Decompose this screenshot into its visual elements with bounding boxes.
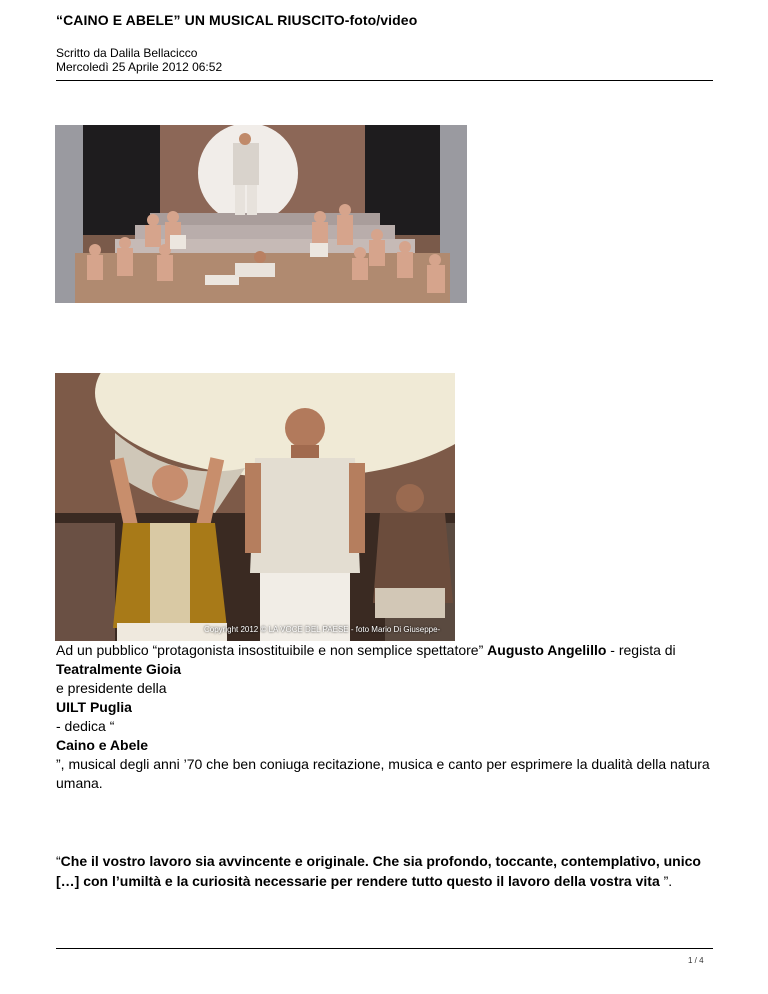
article-meta xyxy=(56,46,222,74)
organization-name: UILT Puglia xyxy=(56,699,132,715)
body-text-5: ”, musical degli anni ’70 che ben coniuga recitazione, musica e canto per esprimere la dualità della natura umana. xyxy=(56,756,710,791)
header-divider xyxy=(56,80,713,81)
author-line: Scritto da Dalila Bellacicco xyxy=(56,46,198,60)
quote-close-mark: ”. xyxy=(659,873,673,889)
article-body xyxy=(56,641,716,793)
actors-closeup-photo xyxy=(55,373,455,641)
body-text-1: Ad un pubblico “protagonista insostituibile e non semplice spettatore” xyxy=(56,642,488,658)
quote-block xyxy=(56,851,721,891)
quote-text: Che il vostro lavoro sia avvincente e originale. Che sia profondo, toccante, contemplativo, unico […] con l’umiltà e la curiosità necessarie per rendere tutto questo il lavoro della vostra vita xyxy=(56,853,701,889)
quote-open-mark: “ xyxy=(56,853,61,869)
body-text-3: e presidente della xyxy=(56,680,167,696)
stage-cast-photo xyxy=(55,125,467,303)
footer-divider xyxy=(56,948,713,949)
show-title: Caino e Abele xyxy=(56,737,149,753)
company-name: Teatralmente Gioia xyxy=(56,661,182,677)
body-text-2: - regista di xyxy=(606,642,676,658)
photo-caption: Copyright 2012 © LA VOCE DEL PAESE - foto Mario Di Giuseppe- xyxy=(204,625,441,634)
body-text-4: - dedica “ xyxy=(56,718,115,734)
page-number: 1 / 4 xyxy=(688,956,704,965)
article-title: “CAINO E ABELE” UN MUSICAL RIUSCITO-foto/video xyxy=(56,12,418,28)
date-line: Mercoledì 25 Aprile 2012 06:52 xyxy=(56,60,223,74)
director-name: Augusto Angelillo xyxy=(487,642,607,658)
